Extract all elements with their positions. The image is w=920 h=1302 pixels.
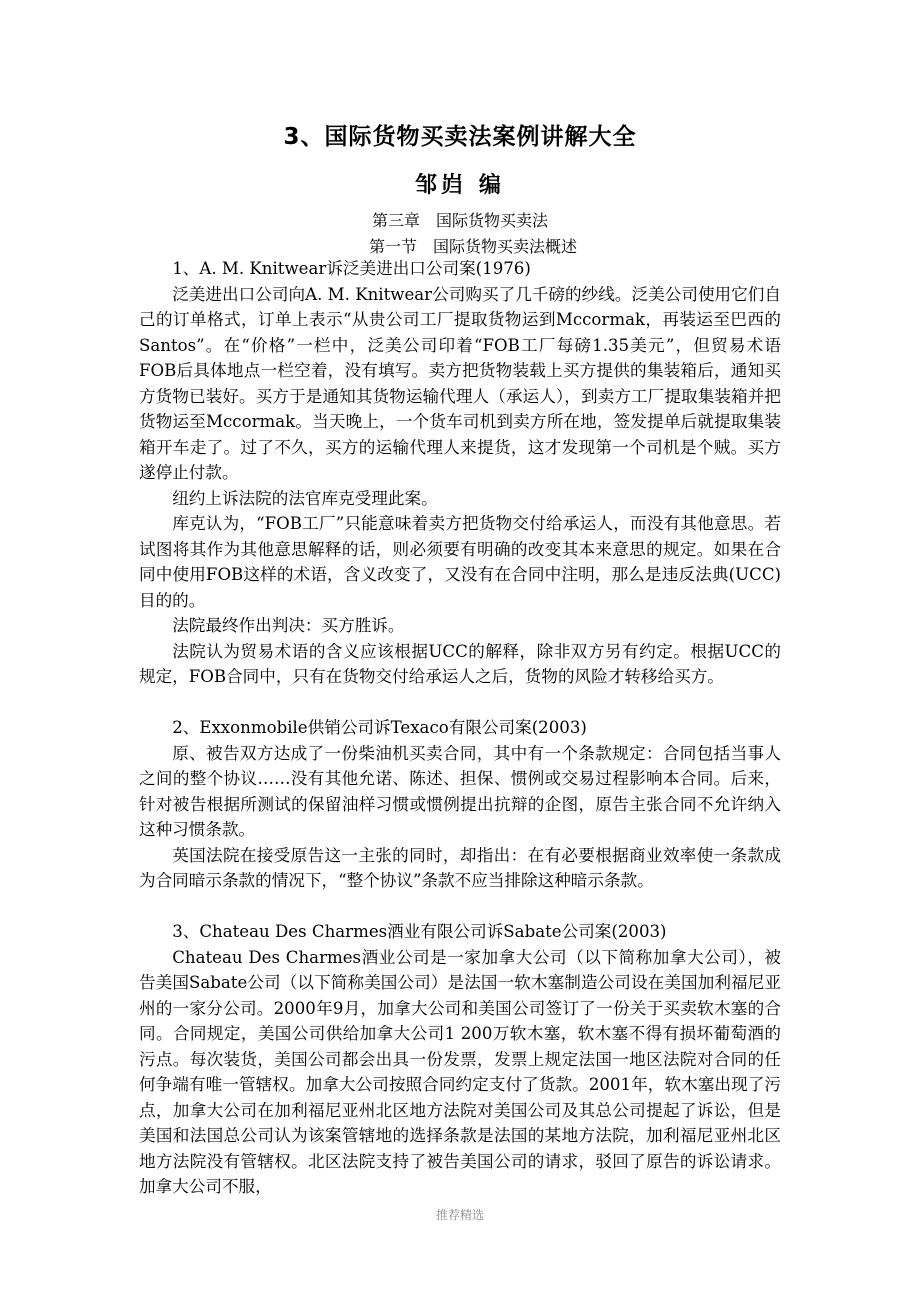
case-1-paragraph: 法院最终作出判决：买方胜诉。 — [172, 616, 405, 635]
case-2-heading: 2、Exxonmobile供销公司诉Texaco有限公司案(2003) — [172, 718, 587, 737]
case-2-paragraph: 英国法院在接受原告这一主张的同时，却指出：在有必要根据商业效率使一条款成为合同暗示条款的情况下，“整个协议”条款不应当排除这种暗示条款。 — [139, 845, 781, 890]
document-body — [139, 256, 781, 1200]
case-1-heading: 1、A. M. Knitwear诉泛美进出口公司案(1976) — [172, 259, 531, 278]
case-1-paragraph: 泛美进出口公司向A. M. Knitwear公司购买了几千磅的纱线。泛美公司使用它们自己的订单格式，订单上表示“从贵公司工厂提取货物运到Mccormak，再装运至巴西的Santos”。在“价格”一栏中，泛美公司印着“FOB工厂每磅1.35美元”，但贸易术语FOB后具体地点一栏空着，没有填写。卖方把货物装载上买方提供的集装箱后，通知买方货物已装好。买方于是通知其货物运输代理人（承运人），到卖方工厂提取集装箱并把货物运至Mccormak。当天晚上，一个货车司机到卖方所在地，签发提单后就提取集装箱开车走了。过了不久，买方的运输代理人来提货，这才发现第一个司机是个贼。买方遂停止付款。 — [139, 284, 781, 482]
case-2-paragraph: 原、被告双方达成了一份柴油机买卖合同，其中有一个条款规定：合同包括当事人之间的整个协议……没有其他允诺、陈述、担保、惯例或交易过程影响本合同。后来，针对被告根据所测试的保留油样习惯或惯例提出抗辩的企图，原告主张合同不允许纳入这种习惯条款。 — [139, 743, 781, 839]
case-3-heading: 3、Chateau Des Charmes酒业有限公司诉Sabate公司案(2003) — [172, 922, 667, 941]
case-1-paragraph: 法院认为贸易术语的含义应该根据UCC的解释，除非双方另有约定。根据UCC的规定，FOB合同中，只有在货物交付给承运人之后，货物的风险才转移给买方。 — [139, 641, 781, 686]
case-1-paragraph: 纽约上诉法院的法官库克受理此案。 — [172, 488, 438, 508]
page-footer: 推荐精选 — [435, 1208, 484, 1222]
paragraph-spacer — [139, 894, 781, 920]
section-heading: 第一节 国际货物买卖法概述 — [369, 237, 578, 256]
case-1-paragraph: 库克认为，“FOB工厂”只能意味着卖方把货物交付给承运人，而没有其他意思。若试图将其作为其他意思解释的话，则必须要有明确的改变其本来意思的规定。如果在合同中使用FOB这样的术语，含义改变了，又没有在合同中注明，那么是违反法典(UCC)目的的。 — [139, 514, 781, 610]
case-3-paragraph: Chateau Des Charmes酒业公司是一家加拿大公司（以下简称加拿大公司），被告美国Sabate公司（以下简称美国公司）是法国一软木塞制造公司设在美国加利福尼亚州的一家分公司。2000年9月，加拿大公司和美国公司签订了一份关于买卖软木塞的合同。合同规定，美国公司供给加拿大公司1 200万软木塞，软木塞不得有损坏葡萄酒的污点。每次装货，美国公司都会出具一份发票，发票上规定法国一地区法院对合同的任何争端有唯一管辖权。加拿大公司按照合同约定支付了货款。2001年，软木塞出现了污点，加拿大公司在加利福尼亚州北区地方法院对美国公司及其总公司提起了诉讼，但是美国和法国总公司认为该案管辖地的选择条款是法国的某地方法院，加利福尼亚州北区地方法院没有管辖权。北区法院支持了被告美国公司的请求，驳回了原告的诉讼请求。加拿大公司不服， — [139, 947, 781, 1196]
paragraph-spacer — [139, 690, 781, 716]
document-title: 3、国际货物买卖法案例讲解大全 — [283, 124, 637, 150]
document-author: 邹岿 编 — [415, 173, 505, 198]
chapter-heading: 第三章 国际货物买卖法 — [371, 211, 548, 230]
